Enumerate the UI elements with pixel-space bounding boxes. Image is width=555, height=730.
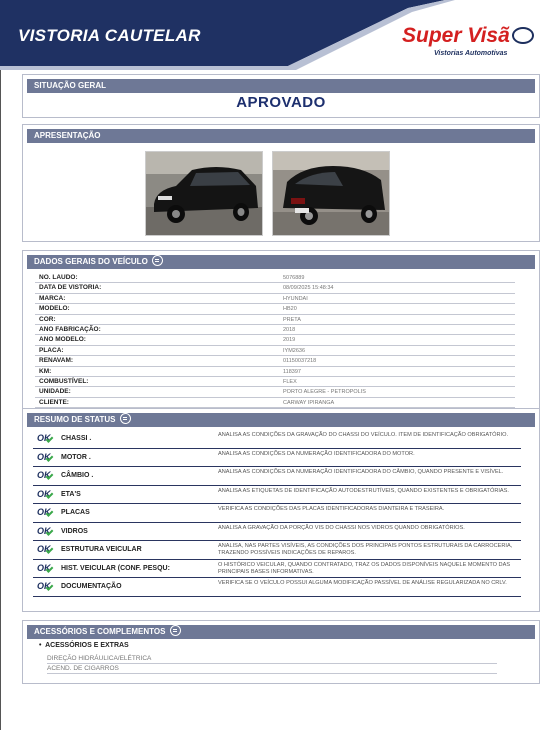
status-list bbox=[33, 430, 521, 597]
list-icon bbox=[120, 413, 131, 424]
data-row: DATA DE VISTORIA: 08/09/2025 15:48:34 bbox=[35, 283, 515, 293]
supervisao-logo bbox=[402, 24, 542, 64]
data-row: CLIENTE: CARWAY IPIRANGA bbox=[35, 398, 515, 408]
status-row: OK PLACAS VERIFICA AS CONDIÇÕES DAS PLACAS IDENTIFICADORAS DIANTEIRA E TRASEIRA. bbox=[33, 504, 521, 523]
data-row: PLACA: IYM2636 bbox=[35, 346, 515, 356]
situacao-section bbox=[22, 74, 540, 118]
ok-check-icon: OK bbox=[37, 433, 51, 443]
car-front-image bbox=[146, 152, 263, 236]
ok-check-icon: OK bbox=[37, 581, 51, 591]
ok-check-icon: OK bbox=[37, 544, 51, 554]
apresentacao-heading: APRESENTAÇÃO bbox=[27, 129, 535, 143]
resumo-status-heading: RESUMO DE STATUS bbox=[27, 413, 535, 427]
car-rear-image bbox=[273, 152, 390, 236]
acessorios-section bbox=[22, 620, 540, 684]
ok-check-icon: OK bbox=[37, 563, 51, 573]
list-icon bbox=[170, 625, 181, 636]
ok-check-icon: OK bbox=[37, 452, 51, 462]
ok-check-icon: OK bbox=[37, 489, 51, 499]
situacao-heading: SITUAÇÃO GERAL bbox=[27, 79, 535, 93]
report-header bbox=[0, 0, 555, 70]
data-row: RENAVAM: 01150037218 bbox=[35, 356, 515, 366]
data-row: KM: 118397 bbox=[35, 367, 515, 377]
resumo-status-section bbox=[22, 408, 540, 612]
status-row: OK HIST. VEICULAR (CONF. PESQU: O HISTÓRICO VEICULAR, QUANDO CONTRATADO, TRAZ OS DADOS DISPONÍVEIS NAQUELE MOMENTO DAS PRINCIPAIS BASES INFORMATIVAS. bbox=[33, 560, 521, 579]
data-row: ANO MODELO: 2019 bbox=[35, 335, 515, 345]
accessory-item: ACEND. DE CIGARROS bbox=[47, 664, 497, 674]
data-row: COR: PRETA bbox=[35, 315, 515, 325]
status-row: OK CHASSI . ANALISA AS CONDIÇÕES DA GRAVAÇÃO DO CHASSI DO VEÍCULO. ITEM DE IDENTIFICAÇÃO OBRIGATÓRIO. bbox=[33, 430, 521, 449]
list-icon bbox=[152, 255, 163, 266]
data-row: COMBUSTÍVEL: FLEX bbox=[35, 377, 515, 387]
data-row: ANO FABRICAÇÃO: 2018 bbox=[35, 325, 515, 335]
page-left-border bbox=[0, 70, 1, 730]
data-row: NO. LAUDO: 5076889 bbox=[35, 273, 515, 283]
ok-check-icon: OK bbox=[37, 470, 51, 480]
ok-check-icon: OK bbox=[37, 507, 51, 517]
logo-subtitle: Vistorias Automotivas bbox=[434, 50, 508, 57]
status-row: OK CÂMBIO . ANALISA AS CONDIÇÕES DA NUMERAÇÃO IDENTIFICADORA DO CÂMBIO, QUANDO PRESENTE E VISÍVEL. bbox=[33, 467, 521, 486]
vehicle-photo-rear bbox=[272, 151, 390, 236]
data-row: UNIDADE: PORTO ALEGRE - PETROPOLIS bbox=[35, 387, 515, 397]
page-title: VISTORIA CAUTELAR bbox=[18, 26, 201, 45]
status-row: OK DOCUMENTAÇÃO VERIFICA SE O VEÍCULO POSSUI ALGUMA MODIFICAÇÃO PASSÍVEL DE ANÁLISE REGULARIZADA NO CRLV. bbox=[33, 578, 521, 597]
ok-check-icon: OK bbox=[37, 526, 51, 536]
status-row: OK ETA'S ANALISA AS ETIQUETAS DE IDENTIFICAÇÃO AUTODESTRUTÍVEIS, QUANDO EXISTENTES E OBRIGATÓRIAS. bbox=[33, 486, 521, 505]
acessorios-heading: ACESSÓRIOS E COMPLEMENTOS bbox=[27, 625, 535, 639]
accessory-item: DIREÇÃO HIDRÁULICA/ELÉTRICA bbox=[47, 654, 497, 664]
data-row: MARCA: HYUNDAI bbox=[35, 294, 515, 304]
vehicle-data-table bbox=[35, 273, 515, 408]
status-row: OK MOTOR . ANALISA AS CONDIÇÕES DA NUMERAÇÃO IDENTIFICADORA DO MOTOR. bbox=[33, 449, 521, 468]
vehicle-photo-front bbox=[145, 151, 263, 236]
dados-gerais-section bbox=[22, 250, 540, 410]
data-row: MODELO: HB20 bbox=[35, 304, 515, 314]
dados-gerais-heading: DADOS GERAIS DO VEÍCULO bbox=[27, 255, 535, 269]
status-result: APROVADO bbox=[236, 94, 326, 111]
status-row: OK ESTRUTURA VEICULAR ANALISA, NAS PARTES VISÍVEIS, AS CONDIÇÕES DOS PRINCIPAIS PONTOS ESTRUTURAIS DA CARROCERIA, TRAZENDO POSSÍVEIS INDICAÇÕES DE REPAROS. bbox=[33, 541, 521, 560]
apresentacao-section bbox=[22, 124, 540, 242]
logo-wordmark: Super Visã bbox=[402, 24, 510, 47]
acessorios-group: • ACESSÓRIOS E EXTRAS bbox=[39, 642, 129, 649]
status-row: OK VIDROS ANALISA A GRAVAÇÃO DA PORÇÃO VIS DO CHASSI NOS VIDROS QUANDO OBRIGATÓRIOS. bbox=[33, 523, 521, 542]
logo-o-ring bbox=[512, 27, 534, 44]
